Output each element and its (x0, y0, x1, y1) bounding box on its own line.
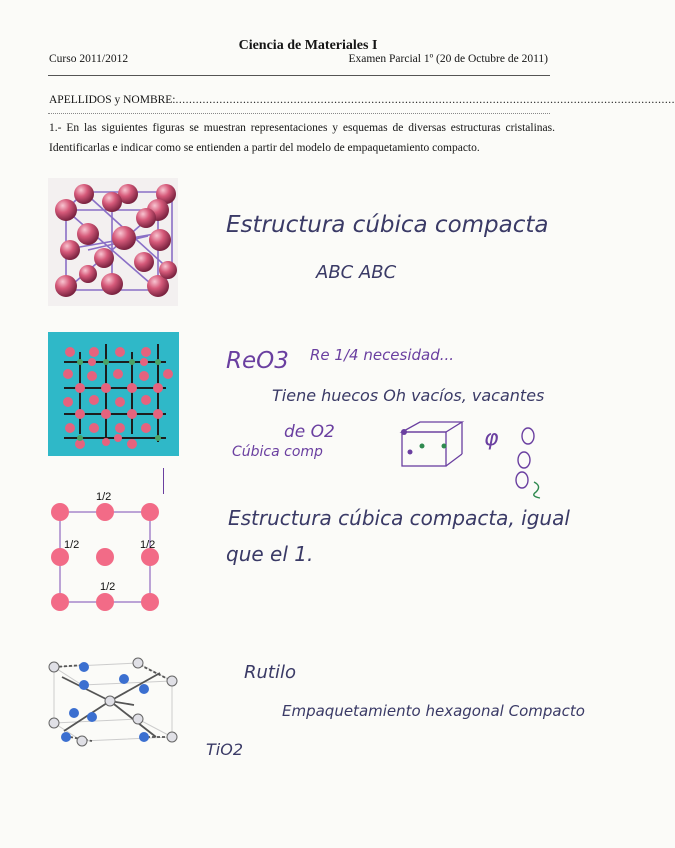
name-divider (48, 113, 550, 114)
fcc-crystal-structure-icon (48, 178, 178, 306)
answer-1-line-1: Estructura cúbica compacta (226, 212, 549, 238)
answer-2-note: Re 1/4 necesidad... (310, 346, 455, 364)
answer-2-line-3: de O2 (284, 422, 335, 442)
fcc-face-projection-figure (44, 488, 166, 612)
reo3-crystal-structure-icon (48, 332, 179, 456)
answer-3-line-1: Estructura cúbica compacta, igual (228, 506, 570, 530)
name-field (49, 94, 675, 106)
fcc-crystal-figure (48, 178, 178, 306)
rutile-crystal-structure-icon (44, 657, 182, 747)
ion-sketch-icon (508, 420, 552, 500)
fraction-label-bottom: 1/2 (100, 581, 116, 593)
rutile-crystal-figure (44, 657, 182, 747)
answer-4-formula: TiO2 (206, 740, 243, 759)
answer-1-line-2: ABC ABC (316, 262, 397, 283)
fcc-face-projection-icon (44, 488, 166, 612)
name-field-label: APELLIDOS y NOMBRE: (49, 94, 176, 106)
answer-4-line-2: Empaquetamiento hexagonal Compacto (282, 702, 585, 720)
fraction-label-left: 1/2 (64, 539, 80, 551)
answer-2-symbol: φ (484, 426, 499, 451)
octahedral-sketch-icon (396, 418, 468, 472)
pen-stroke-mark (163, 468, 164, 494)
answer-3-line-2: que el 1. (226, 542, 314, 566)
exam-label: Examen Parcial 1º (20 de Octubre de 2011) (348, 53, 548, 65)
answer-2-formula: ReO3 (226, 348, 289, 374)
name-field-dots: .................................................................................................................................................... (175, 94, 675, 106)
course-label: Curso 2011/2012 (49, 53, 129, 65)
fraction-label-top: 1/2 (96, 491, 112, 503)
answer-4-line-1: Rutilo (244, 662, 296, 683)
document-title: Ciencia de Materiales I (238, 38, 378, 53)
header-divider (48, 75, 550, 76)
answer-2-line-4: Cúbica comp (232, 444, 323, 460)
reo3-crystal-figure (48, 332, 179, 456)
answer-2-line-2: Tiene huecos Oh vacíos, vacantes (272, 386, 545, 405)
fraction-label-right: 1/2 (140, 539, 156, 551)
question-text: 1.- En las siguientes figuras se muestran representaciones y esquemas de diversas estructuras cristalinas. Identificarlas e indicar como se entienden a partir del modelo de empaquetamiento compacto. (49, 122, 555, 154)
